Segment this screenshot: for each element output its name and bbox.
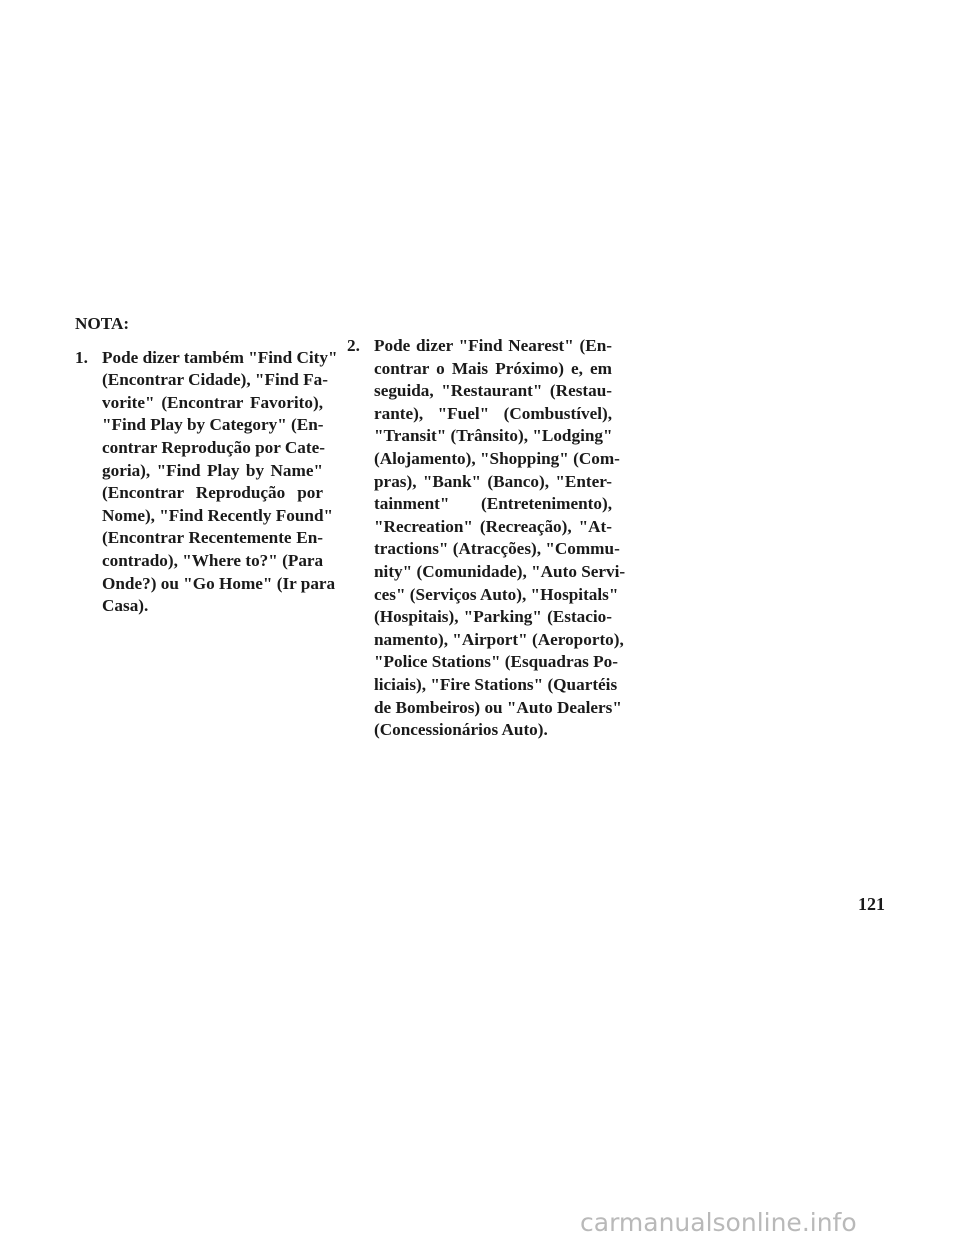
text-line: Nome), "Find Recently Found" — [102, 505, 334, 525]
text-line: "Recreation" (Recreação), "At- — [374, 516, 612, 536]
text-line: tainment" (Entretenimento), — [374, 494, 612, 514]
text-line: goria), "Find Play by Name" — [102, 460, 323, 480]
text-line: contrar o Mais Próximo) e, em — [374, 358, 612, 378]
note-label: NOTA: — [75, 314, 130, 333]
text-line: (Hospitais), "Parking" (Estacio- — [374, 607, 612, 627]
text-line: "Police Stations" (Esquadras Po- — [374, 652, 618, 672]
text-line: contrar Reprodução por Cate- — [102, 437, 325, 457]
text-line: ces" (Serviços Auto), "Hospitals" — [374, 584, 619, 604]
text-line: "Transit" (Trânsito), "Lodging" — [374, 426, 613, 446]
watermark: carmanualsonline.info — [580, 1208, 857, 1237]
text-line: (Encontrar Reprodução por — [102, 483, 323, 503]
text-line: de Bombeiros) ou "Auto Dealers" — [374, 697, 622, 717]
text-line: seguida, "Restaurant" (Restau- — [374, 381, 612, 401]
text-line: contrado), "Where to?" (Para — [102, 550, 324, 570]
text-line: Casa). — [102, 596, 149, 616]
text-line: rante), "Fuel" (Combustível), — [374, 403, 612, 423]
text-line: (Alojamento), "Shopping" (Com- — [374, 448, 620, 468]
text-line: nity" (Comunidade), "Auto Servi- — [374, 561, 626, 581]
text-line: namento), "Airport" (Aeroporto), — [374, 629, 624, 649]
text-line: (Concessionários Auto). — [374, 720, 548, 740]
text-line: Onde?) ou "Go Home" (Ir para — [102, 573, 336, 593]
text-line: (Encontrar Recentemente En- — [102, 528, 323, 548]
text-line: "Find Play by Category" (En- — [102, 415, 324, 435]
list-item-2 — [347, 335, 626, 742]
page-number: 121 — [858, 894, 885, 914]
text-line: vorite" (Encontrar Favorito), — [102, 392, 323, 412]
list-item-number: 2. — [347, 336, 360, 355]
text-line: Pode dizer "Find Nearest" (En- — [374, 336, 612, 355]
text-line: tractions" (Atracções), "Commu- — [374, 539, 620, 559]
text-line: pras), "Bank" (Banco), "Enter- — [374, 471, 612, 491]
text-line: (Encontrar Cidade), "Find Fa- — [102, 370, 328, 390]
text-line: liciais), "Fire Stations" (Quartéis — [374, 674, 618, 694]
list-item-1 — [75, 347, 338, 618]
list-item-number: 1. — [75, 347, 88, 367]
right-column — [347, 335, 626, 742]
text-line: Pode dizer também "Find City" — [102, 347, 338, 367]
left-column — [75, 313, 338, 618]
